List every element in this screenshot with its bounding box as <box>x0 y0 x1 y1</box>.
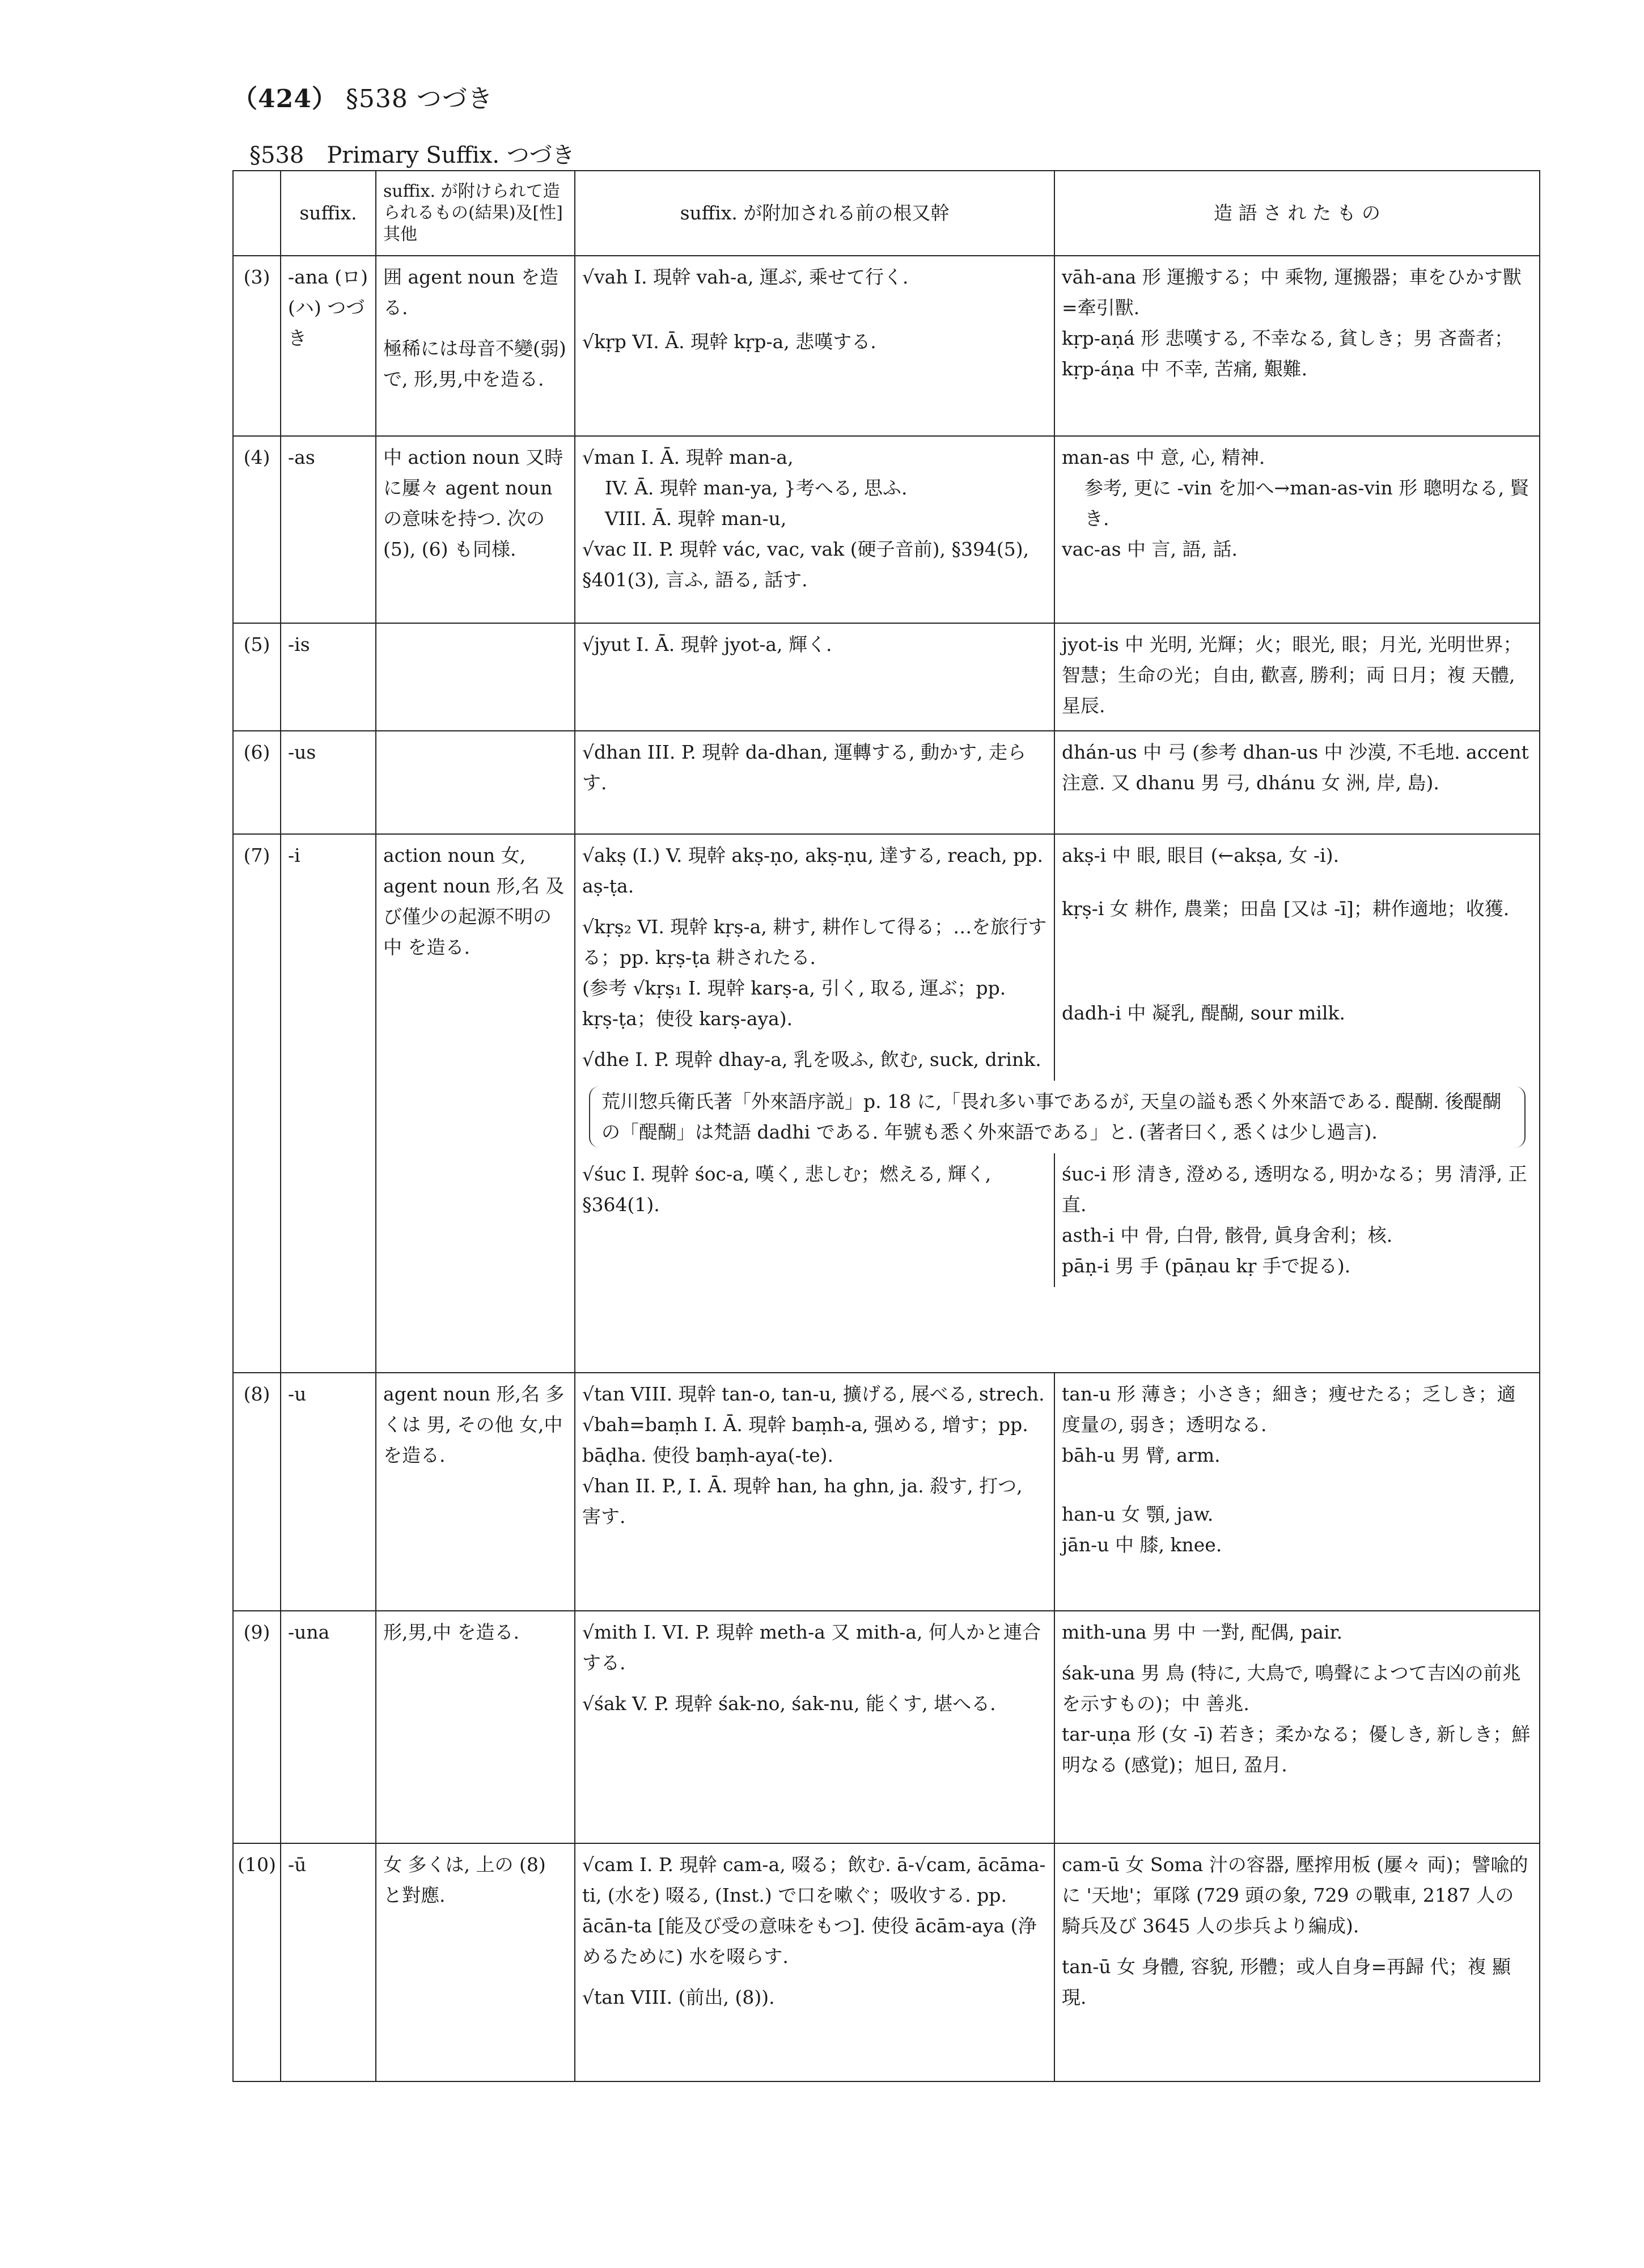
row-root <box>575 436 1054 623</box>
root-line: √śuc I. 現幹 śoc-a, 嘆く, 悲しむ；燃える, 輝く, §364(1). <box>582 1163 992 1216</box>
row-num: (7) <box>233 834 281 1373</box>
root-line: (参考 √kṛṣ₁ I. 現幹 karṣ-a, 引く, 取る, 運ぶ；pp. kṛṣ-ṭa；使役 karṣ-aya). <box>582 977 1006 1030</box>
suffix-table <box>232 170 1540 2082</box>
row-suffix: -as <box>281 436 376 623</box>
header-num <box>233 171 281 256</box>
formed-line: kṛṣ-i 女 耕作, 農業；田畠 [又は -ī]；耕作適地；收獲. <box>1062 898 1510 920</box>
result-line: 囲 agent noun を造る. <box>383 266 558 319</box>
row-root <box>575 1153 1054 1287</box>
root-line: √man I. Ā. 現幹 man-a, <box>582 446 794 468</box>
row-num: (6) <box>233 731 281 834</box>
row-formed: dhán-us 中 弓 (参考 dhan-us 中 沙漠, 不毛地. accent 注意. 又 dhanu 男 弓, dhánu 女 洲, 岸, 島). <box>1054 731 1540 834</box>
row-num: (4) <box>233 436 281 623</box>
result-line: 中 action noun 又時に屢々 agent noun の意味を持つ. 次の (5), (6) も同様. <box>383 446 563 560</box>
result-line: 極稀には母音不變(弱)で, 形,男,中を造る. <box>383 337 566 390</box>
row-root <box>575 1611 1054 1843</box>
root-line: √vah I. 現幹 vah-a, 運ぶ, 乘せて行く. <box>582 266 909 288</box>
row-root: √dhan III. P. 現幹 da-dhan, 運轉する, 動かす, 走らす. <box>575 731 1054 834</box>
row-formed <box>1054 256 1540 436</box>
formed-line: han-u 女 顎, jaw. <box>1062 1503 1214 1525</box>
row-suffix: -is <box>281 623 376 731</box>
row-num: (10) <box>233 1843 281 2081</box>
row-suffix: -us <box>281 731 376 834</box>
root-line: √kṛp VI. Ā. 現幹 kṛp-a, 悲嘆する. <box>582 331 876 353</box>
root-line: √dhe I. P. 現幹 dhay-a, 乳を吸ふ, 飲む, suck, drink. <box>582 1048 1041 1070</box>
page-number: （424） <box>232 84 337 113</box>
root-line: √śak V. P. 現幹 śak-no, śak-nu, 能くす, 堪へる. <box>582 1692 996 1715</box>
formed-line: pāṇ-i 男 手 (pāṇau kṛ 手で捉る). <box>1062 1255 1351 1277</box>
header-root: suffix. が附加される前の根又幹 <box>575 171 1054 256</box>
root-line: √tan VIII. (前出, (8)). <box>582 1986 775 2008</box>
row-suffix: -i <box>281 834 376 1373</box>
row-formed <box>1054 436 1540 623</box>
formed-line: śak-una 男 鳥 (特に, 大鳥で, 鳴聲によつて吉凶の前兆を示すもの)；中 善兆. <box>1062 1662 1521 1715</box>
formed-line: dadh-i 中 凝乳, 醍醐, sour milk. <box>1062 1002 1346 1024</box>
row-formed <box>1054 835 1539 1081</box>
formed-line: cam-ū 女 Soma 汁の容器, 壓搾用板 (屢々 両)；譬喩的に '天地'；軍隊 (729 頭の象, 729 の戰車, 2187 人の騎兵及び 3645 人の歩兵より編成). <box>1062 1854 1528 1937</box>
running-head <box>232 78 493 115</box>
row-root <box>575 256 1054 436</box>
row-num: (8) <box>233 1373 281 1611</box>
row-num: (9) <box>233 1611 281 1843</box>
formed-line: tan-ū 女 身體, 容貌, 形體；或人自身=再歸 代；複 顯現. <box>1062 1956 1511 2008</box>
row-formed <box>1054 1373 1540 1611</box>
header-formed: 造 語 さ れ た も の <box>1054 171 1540 256</box>
table-row <box>233 1373 1540 1611</box>
formed-line: mith-una 男 中 一對, 配偶, pair. <box>1062 1621 1343 1643</box>
row-result: agent noun 形,名 多くは 男, その他 女,中 を造る. <box>376 1373 575 1611</box>
table-row <box>233 834 1540 1373</box>
row-result <box>376 436 575 623</box>
formed-line: 参考, 更に -vin を加へ→man-as-vin 形 聰明なる, 賢き. <box>1084 477 1529 530</box>
row-result: 形,男,中 を造る. <box>376 1611 575 1843</box>
row-root <box>575 1373 1054 1611</box>
row-suffix: -u <box>281 1373 376 1611</box>
row-formed <box>1054 1843 1540 2081</box>
root-line: √tan VIII. 現幹 tan-o, tan-u, 擴げる, 展べる, strech. <box>582 1383 1045 1405</box>
table-row <box>233 436 1540 623</box>
root-line: √akṣ (I.) V. 現幹 akṣ-ṇo, akṣ-ṇu, 達する, reach, pp. aṣ-ṭa. <box>582 844 1043 897</box>
formed-line: tan-u 形 薄き；小さき；細き；痩せたる；乏しき；適度量の, 弱き；透明なる. <box>1062 1383 1516 1436</box>
formed-line: bāh-u 男 臂, arm. <box>1062 1444 1221 1466</box>
table-row <box>233 1611 1540 1843</box>
running-section: §538 つづき <box>345 84 493 113</box>
formed-line: asth-i 中 骨, 白骨, 骸骨, 眞身舍利；核. <box>1062 1224 1393 1246</box>
row-root <box>575 1843 1054 2081</box>
table-row <box>233 623 1540 731</box>
root-line: √bah=baṃh I. Ā. 現幹 baṃh-a, 强める, 增す；pp. bāḍha. 使役 baṃh-aya(-te). <box>582 1414 1028 1466</box>
note-cell <box>575 1081 1539 1153</box>
formed-line: vac-as 中 言, 語, 話. <box>1062 538 1238 560</box>
row-formed <box>1054 1611 1540 1843</box>
gairaigo-note: 荒川惣兵衛氏著「外來語序説」p. 18 に,「畏れ多い事であるが, 天皇の謚も悉く外來語である. 醍醐. 後醍醐の「醍醐」は梵語 dadhi である. 年號も悉く外來語である」と. (著者曰く, 悉くは少し過言). <box>589 1086 1526 1148</box>
row-result: action noun 女, agent noun 形,名 及び僅少の起源不明の 中 を造る. <box>376 834 575 1373</box>
row-num: (3) <box>233 256 281 436</box>
table-row <box>233 1843 1540 2081</box>
row-formed <box>1054 1153 1539 1287</box>
root-line: √kṛṣ₂ VI. 現幹 kṛṣ-a, 耕す, 耕作して得る；…を旅行する；pp. kṛṣ-ṭa 耕されたる. <box>582 916 1047 968</box>
root-line: √cam I. P. 現幹 cam-a, 啜る；飲む. ā-√cam, ācāma-ti, (水を) 啜る, (Inst.) で口を嗽ぐ；吸收する. pp. ācān-ta [能及び受の意味をもつ]. 使役 ācām-aya (浄めるために) 水を啜らす. <box>582 1854 1046 1967</box>
formed-line: kṛp-aṇá 形 悲嘆する, 不幸なる, 貧しき；男 吝嗇者；kṛp-áṇa 中 不幸, 苦痛, 艱難. <box>1062 327 1514 380</box>
table-row <box>233 731 1540 834</box>
header-suffix: suffix. <box>281 171 376 256</box>
row-suffix: -una <box>281 1611 376 1843</box>
formed-line: vāh-ana 形 運搬する；中 乘物, 運搬器；車をひかす獸=牽引獸. <box>1062 266 1522 319</box>
formed-line: man-as 中 意, 心, 精神. <box>1062 446 1265 468</box>
row-root: √jyut I. Ā. 現幹 jyot-a, 輝く. <box>575 623 1054 731</box>
header-result: suffix. が附けられて造られるもの(結果)及[性]其他 <box>376 171 575 256</box>
row-num: (5) <box>233 623 281 731</box>
table-header-row <box>233 171 1540 256</box>
formed-line: tar-uṇa 形 (女 -ī) 若き；柔かなる；優しき, 新しき；鮮明なる (感覚)；旭日, 盈月. <box>1062 1723 1531 1776</box>
row-result <box>376 623 575 731</box>
root-line: √mith I. VI. P. 現幹 meth-a 又 mith-a, 何人かと連合する. <box>582 1621 1041 1674</box>
formed-line: akṣ-i 中 眼, 眼目 (←akṣa, 女 -i). <box>1062 844 1340 866</box>
row-suffix: -ana (ロ) (ハ) つづき <box>281 256 376 436</box>
formed-line: śuc-i 形 清き, 澄める, 透明なる, 明かなる；男 清淨, 正直. <box>1062 1163 1527 1216</box>
row-7-combined <box>575 834 1540 1373</box>
row-result <box>376 731 575 834</box>
formed-line: jān-u 中 膝, knee. <box>1062 1534 1222 1556</box>
row-result: 女 多くは, 上の (8) と對應. <box>376 1843 575 2081</box>
section-title: §538 Primary Suffix. つづき <box>249 142 575 168</box>
root-line: VIII. Ā. 現幹 man-u, <box>605 507 787 530</box>
row-suffix: -ū <box>281 1843 376 2081</box>
root-line: IV. Ā. 現幹 man-ya, }考へる, 思ふ. <box>605 477 908 499</box>
row-root <box>575 835 1054 1081</box>
row-formed: jyot-is 中 光明, 光輝；火；眼光, 眼；月光, 光明世界；智慧；生命の光；自由, 歡喜, 勝利；両 日月；複 天體, 星辰. <box>1054 623 1540 731</box>
table-row <box>233 256 1540 436</box>
row-7-inner <box>575 835 1539 1287</box>
root-line: √vac II. P. 現幹 vác, vac, vak (硬子音前), §394(5), §401(3), 言ふ, 語る, 話す. <box>582 538 1029 591</box>
root-line: √han II. P., I. Ā. 現幹 han, ha ghn, ja. 殺す, 打つ, 害す. <box>582 1475 1023 1527</box>
row-result <box>376 256 575 436</box>
